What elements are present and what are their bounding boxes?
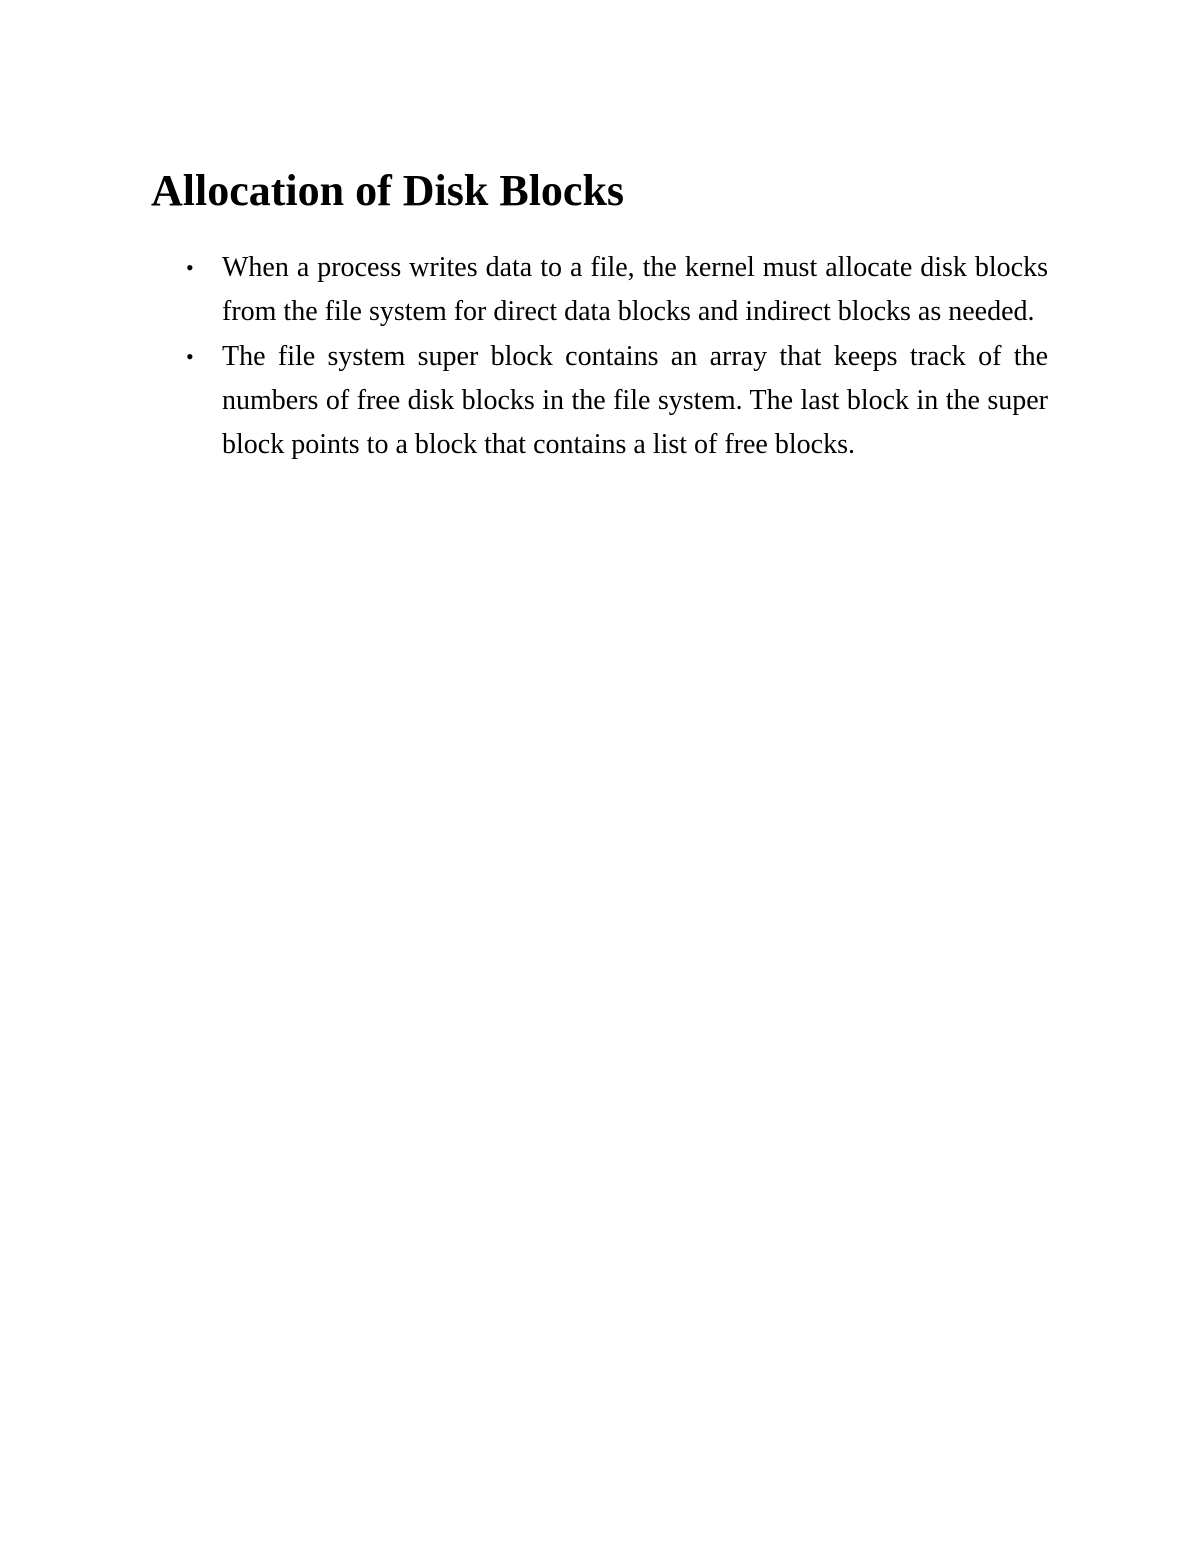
page-title: Allocation of Disk Blocks bbox=[151, 166, 625, 215]
list-item bbox=[0, 335, 1200, 467]
bullet-text: The file system super block contains an array that keeps track of the numbers of free disk blocks in the file system. The last block in the super block points to a block that contains a list of free blocks. bbox=[222, 341, 1048, 460]
list-item bbox=[0, 246, 1200, 334]
bullet-list bbox=[0, 246, 1200, 468]
bullet-text: When a process writes data to a file, the kernel must allocate disk blocks from the file system for direct data blocks and indirect blocks as needed. bbox=[222, 252, 1048, 327]
bullet-icon: • bbox=[186, 255, 194, 280]
bullet-icon: • bbox=[186, 344, 194, 369]
